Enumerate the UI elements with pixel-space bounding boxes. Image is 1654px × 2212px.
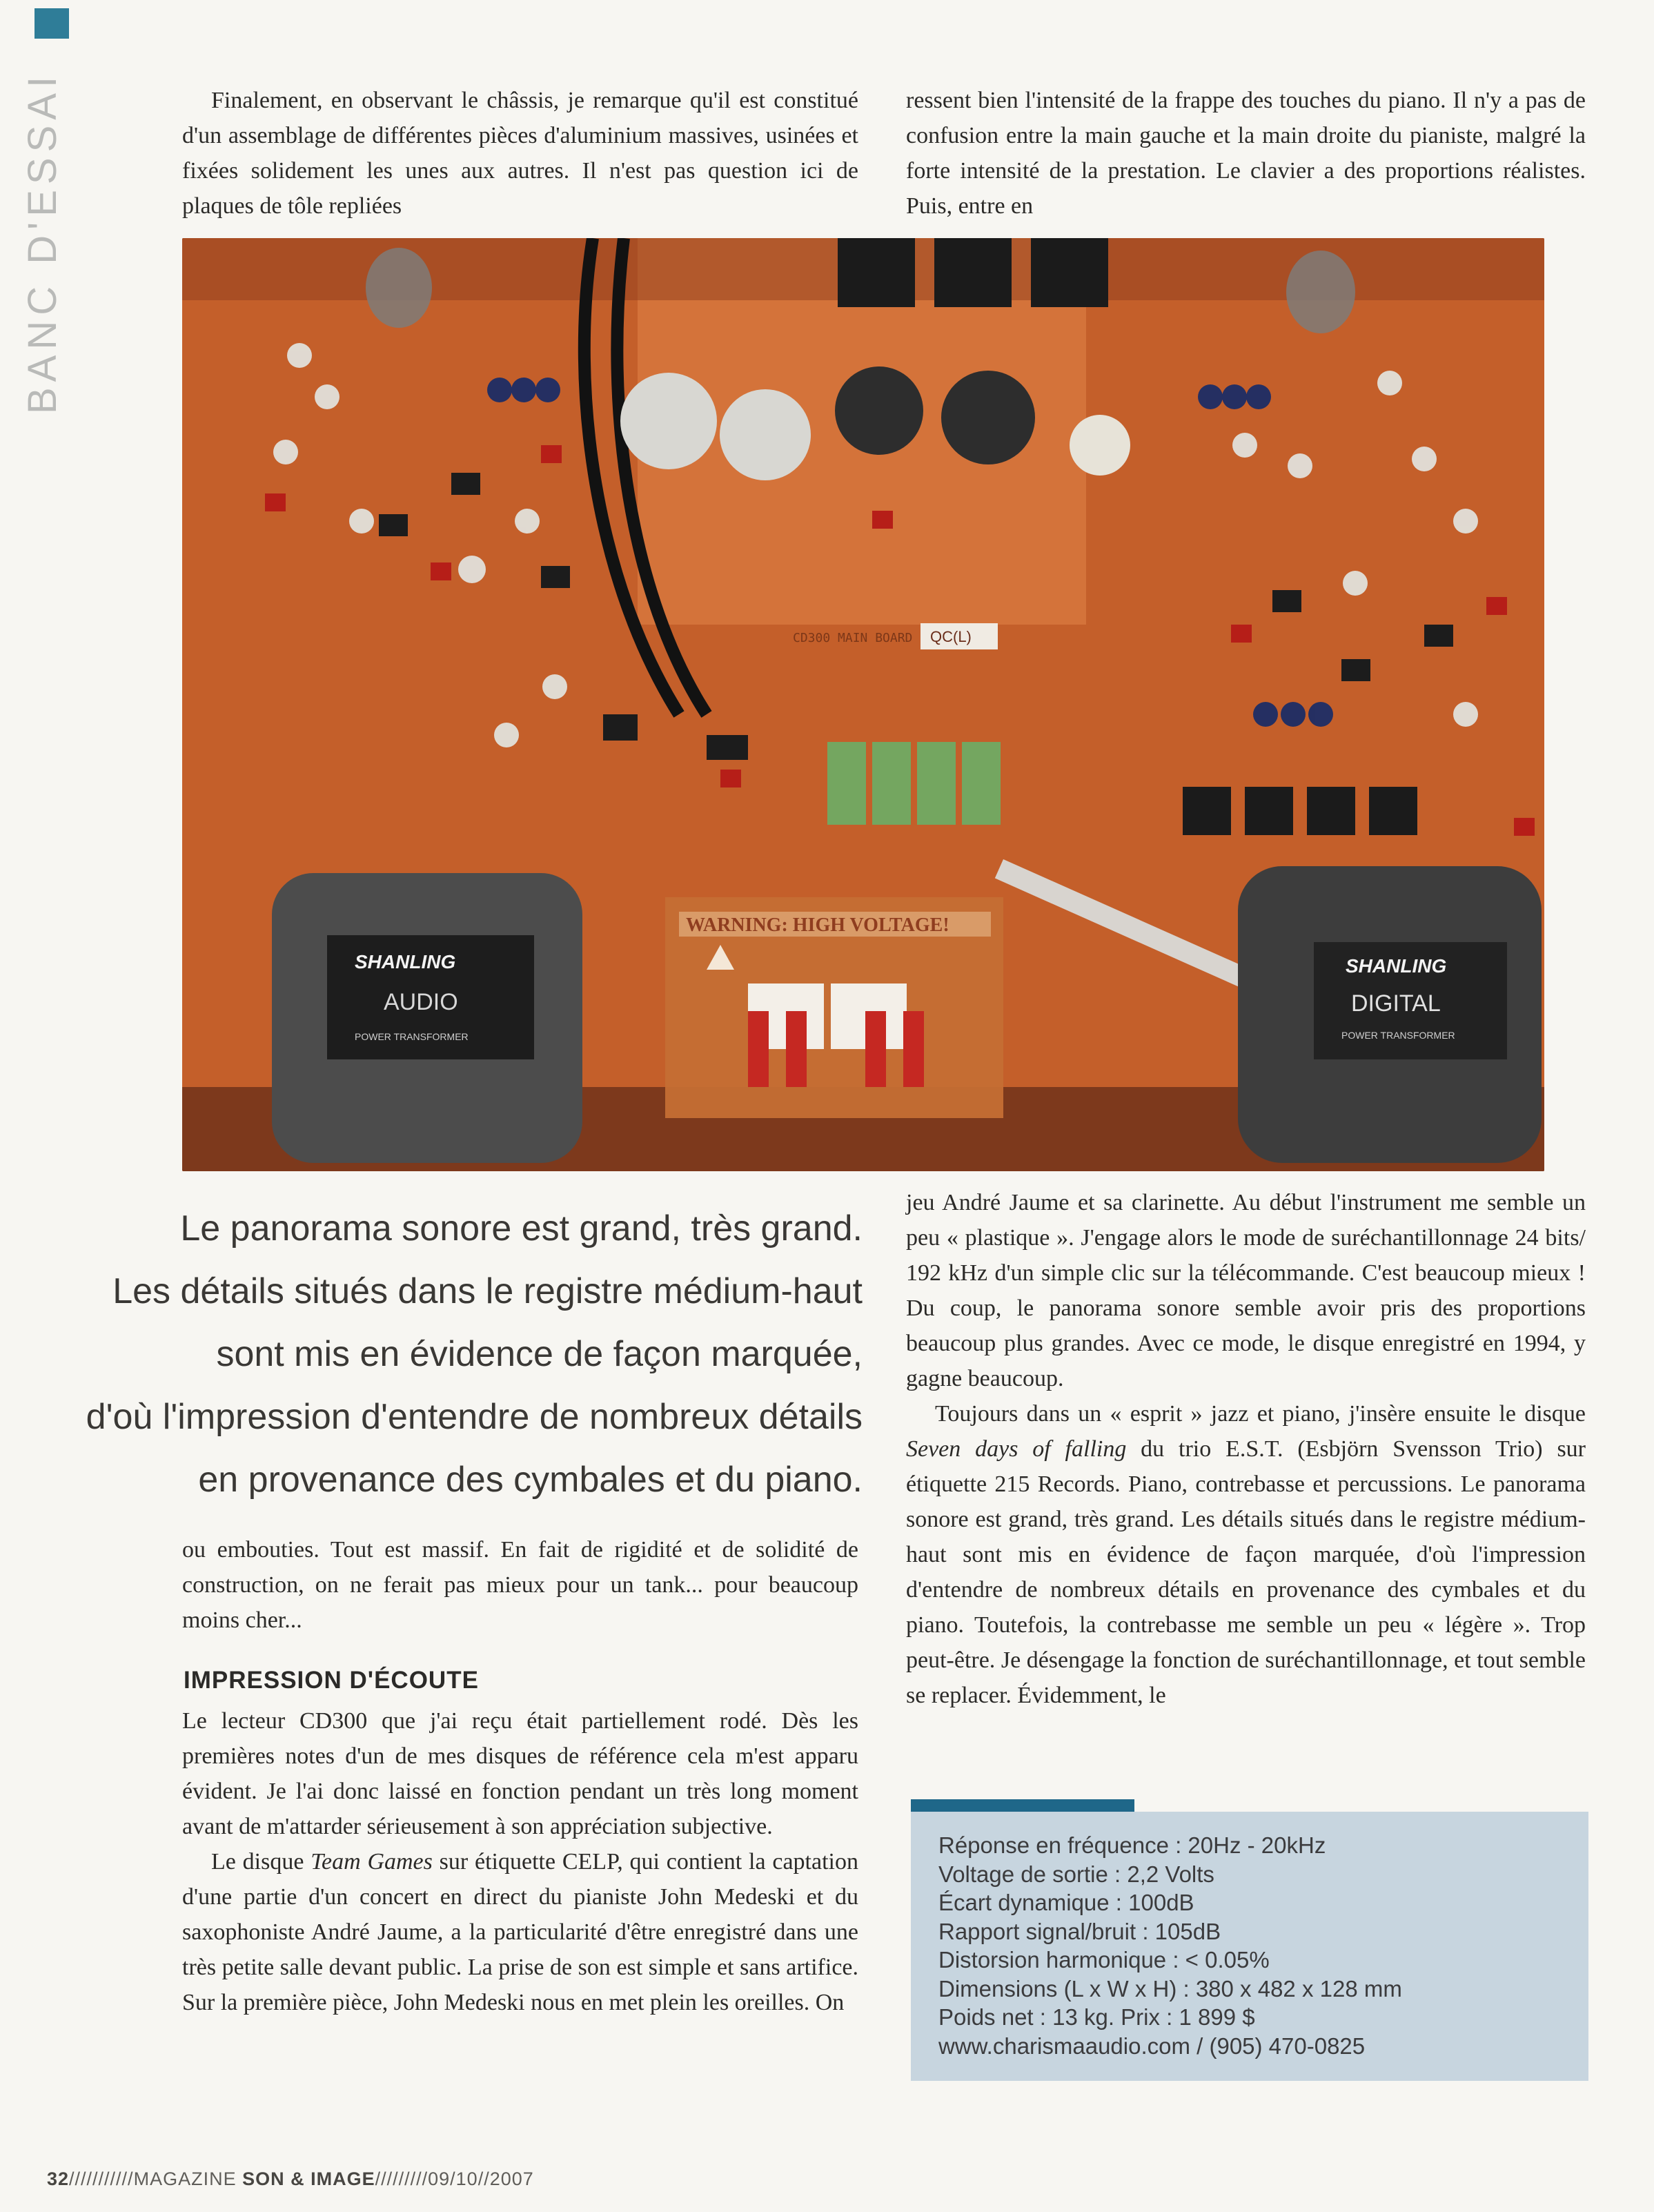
top-left-paragraph: Finalement, en observant le châssis, je remarque qu'il est constitué d'un assemblage de différentes pièces d'aluminium massives, usinées et fixées solidement les unes aux autres. Il n'est pas question ici de plaques de tôle repliées (182, 88, 858, 219)
paragraph: jeu André Jaume et sa clarinette. Au début l'instrument me semble un peu « plastique ». J'engage alors le mode de suréchantillonnage 24 bits/ 192 kHz d'un simple clic sur la télécommande. C'est beaucoup mieux ! Du coup, le panorama sonore semble avoir pris des proportions beaucoup plus grandes. Avec ce mode, le disque enregistré en 1994, y gagne beaucoup. (906, 1190, 1586, 1391)
pull-quote (62, 1197, 863, 1511)
svg-text:SHANLING: SHANLING (355, 951, 456, 972)
qc-sticker: QC(L) (930, 628, 972, 645)
spec-line: Distorsion harmonique : < 0.05% (938, 1947, 1270, 1973)
left-column-continuation: ou embouties. Tout est massif. En fait de rigidité et de solidité de construction, on ne ferait pas mieux pour un tank... pour beaucoup moins cher... (182, 1537, 858, 1633)
board-label: CD300 MAIN BOARD (793, 631, 913, 645)
warning-placard (665, 897, 1003, 1118)
spec-box (911, 1812, 1588, 2081)
section-heading: IMPRESSION D'ÉCOUTE (184, 1667, 479, 1694)
magazine-brand: SON & IMAGE (242, 2169, 375, 2189)
pull-quote-line: Les détails situés dans le registre médium-haut (112, 1271, 863, 1311)
album-title: Team Games (311, 1849, 433, 1875)
paragraph: Le disque Team Games sur étiquette CELP, qui contient la captation d'une partie d'un concert en direct du pianiste John Medeski et du saxophoniste André Jaume, a la particularité d'être enregistré dans une très petite salle devant public. La prise de son est simple et sans artifice. Sur la première pièce, John Medeski nous en met plein les oreilles. On (182, 1849, 858, 2015)
svg-text:POWER TRANSFORMER: POWER TRANSFORMER (1341, 1030, 1455, 1041)
top-right-paragraph: ressent bien l'intensité de la frappe des touches du piano. Il n'y a pas de confusion entre la main gauche et la main droite du pianiste, malgré la forte intensité de la prestation. Le clavier a des proportions réalistes. Puis, entre en (906, 88, 1586, 219)
spec-line: Dimensions (L x W x H) : 380 x 482 x 128 mm (938, 1975, 1402, 2001)
pull-quote-line: sont mis en évidence de façon marquée, (216, 1334, 863, 1374)
pull-quote-line: en provenance des cymbales et du piano. (198, 1460, 863, 1500)
spec-line: Réponse en fréquence : 20Hz - 20kHz (938, 1832, 1326, 1858)
spec-line: Rapport signal/bruit : 105dB (938, 1918, 1221, 1944)
left-column-body (182, 1703, 858, 2020)
right-transformer (1238, 866, 1542, 1163)
spec-list (938, 1831, 1402, 2060)
right-column-body (906, 1185, 1586, 1713)
album-title: Seven days of falling (906, 1436, 1127, 1462)
spec-line: Poids net : 13 kg. Prix : 1 899 $ (938, 2004, 1255, 2030)
spec-line: Voltage de sortie : 2,2 Volts (938, 1861, 1214, 1887)
left-transformer (272, 873, 582, 1163)
svg-text:SHANLING: SHANLING (1346, 955, 1447, 977)
spec-line: Écart dynamique : 100dB (938, 1890, 1194, 1915)
spec-box-accent (911, 1799, 1134, 1812)
svg-text:DIGITAL: DIGITAL (1351, 990, 1441, 1017)
section-color-bar (35, 8, 69, 39)
page-footer: 32///////////MAGAZINE SON & IMAGE/////////09/10//2007 (47, 2169, 534, 2189)
page-number: 32 (47, 2169, 70, 2189)
issue-date: 09/10//2007 (428, 2169, 534, 2189)
paragraph: Toujours dans un « esprit » jazz et piano, j'insère ensuite le disque Seven days of falling du trio E.S.T. (Esbjörn Svensson Trio) sur étiquette 215 Records. Piano, contrebasse et percussions. Le panorama sonore est grand, très grand. Les détails situés dans le registre médium-haut sont mis en évidence de façon marquée, d'où l'impression d'entendre de nombreux détails en provenance des cymbales et du piano. Toutefois, la contrebasse me semble un peu « légère ». Trop peut-être. Je désengage la fonction de suréchantillonnage, et tout semble se replacer. Évidemment, le (906, 1401, 1586, 1708)
circuit-board-illustration (182, 238, 1544, 1171)
svg-text:POWER TRANSFORMER: POWER TRANSFORMER (355, 1031, 469, 1042)
spec-line: www.charismaaudio.com / (905) 470-0825 (938, 2033, 1366, 2059)
pull-quote-line: Le panorama sonore est grand, très grand. (180, 1208, 863, 1249)
paragraph: Le lecteur CD300 que j'ai reçu était partiellement rodé. Dès les premières notes d'un de mes disques de référence cela m'est apparu évident. Je l'ai donc laissé en fonction pendant un très long moment avant de m'attarder sérieusement à son appréciation subjective. (182, 1708, 858, 1839)
circuit-board-photo (182, 238, 1544, 1171)
pull-quote-line: d'où l'impression d'entendre de nombreux détails (86, 1397, 863, 1437)
svg-text:WARNING: HIGH VOLTAGE!: WARNING: HIGH VOLTAGE! (686, 914, 949, 936)
svg-text:AUDIO: AUDIO (384, 989, 458, 1015)
